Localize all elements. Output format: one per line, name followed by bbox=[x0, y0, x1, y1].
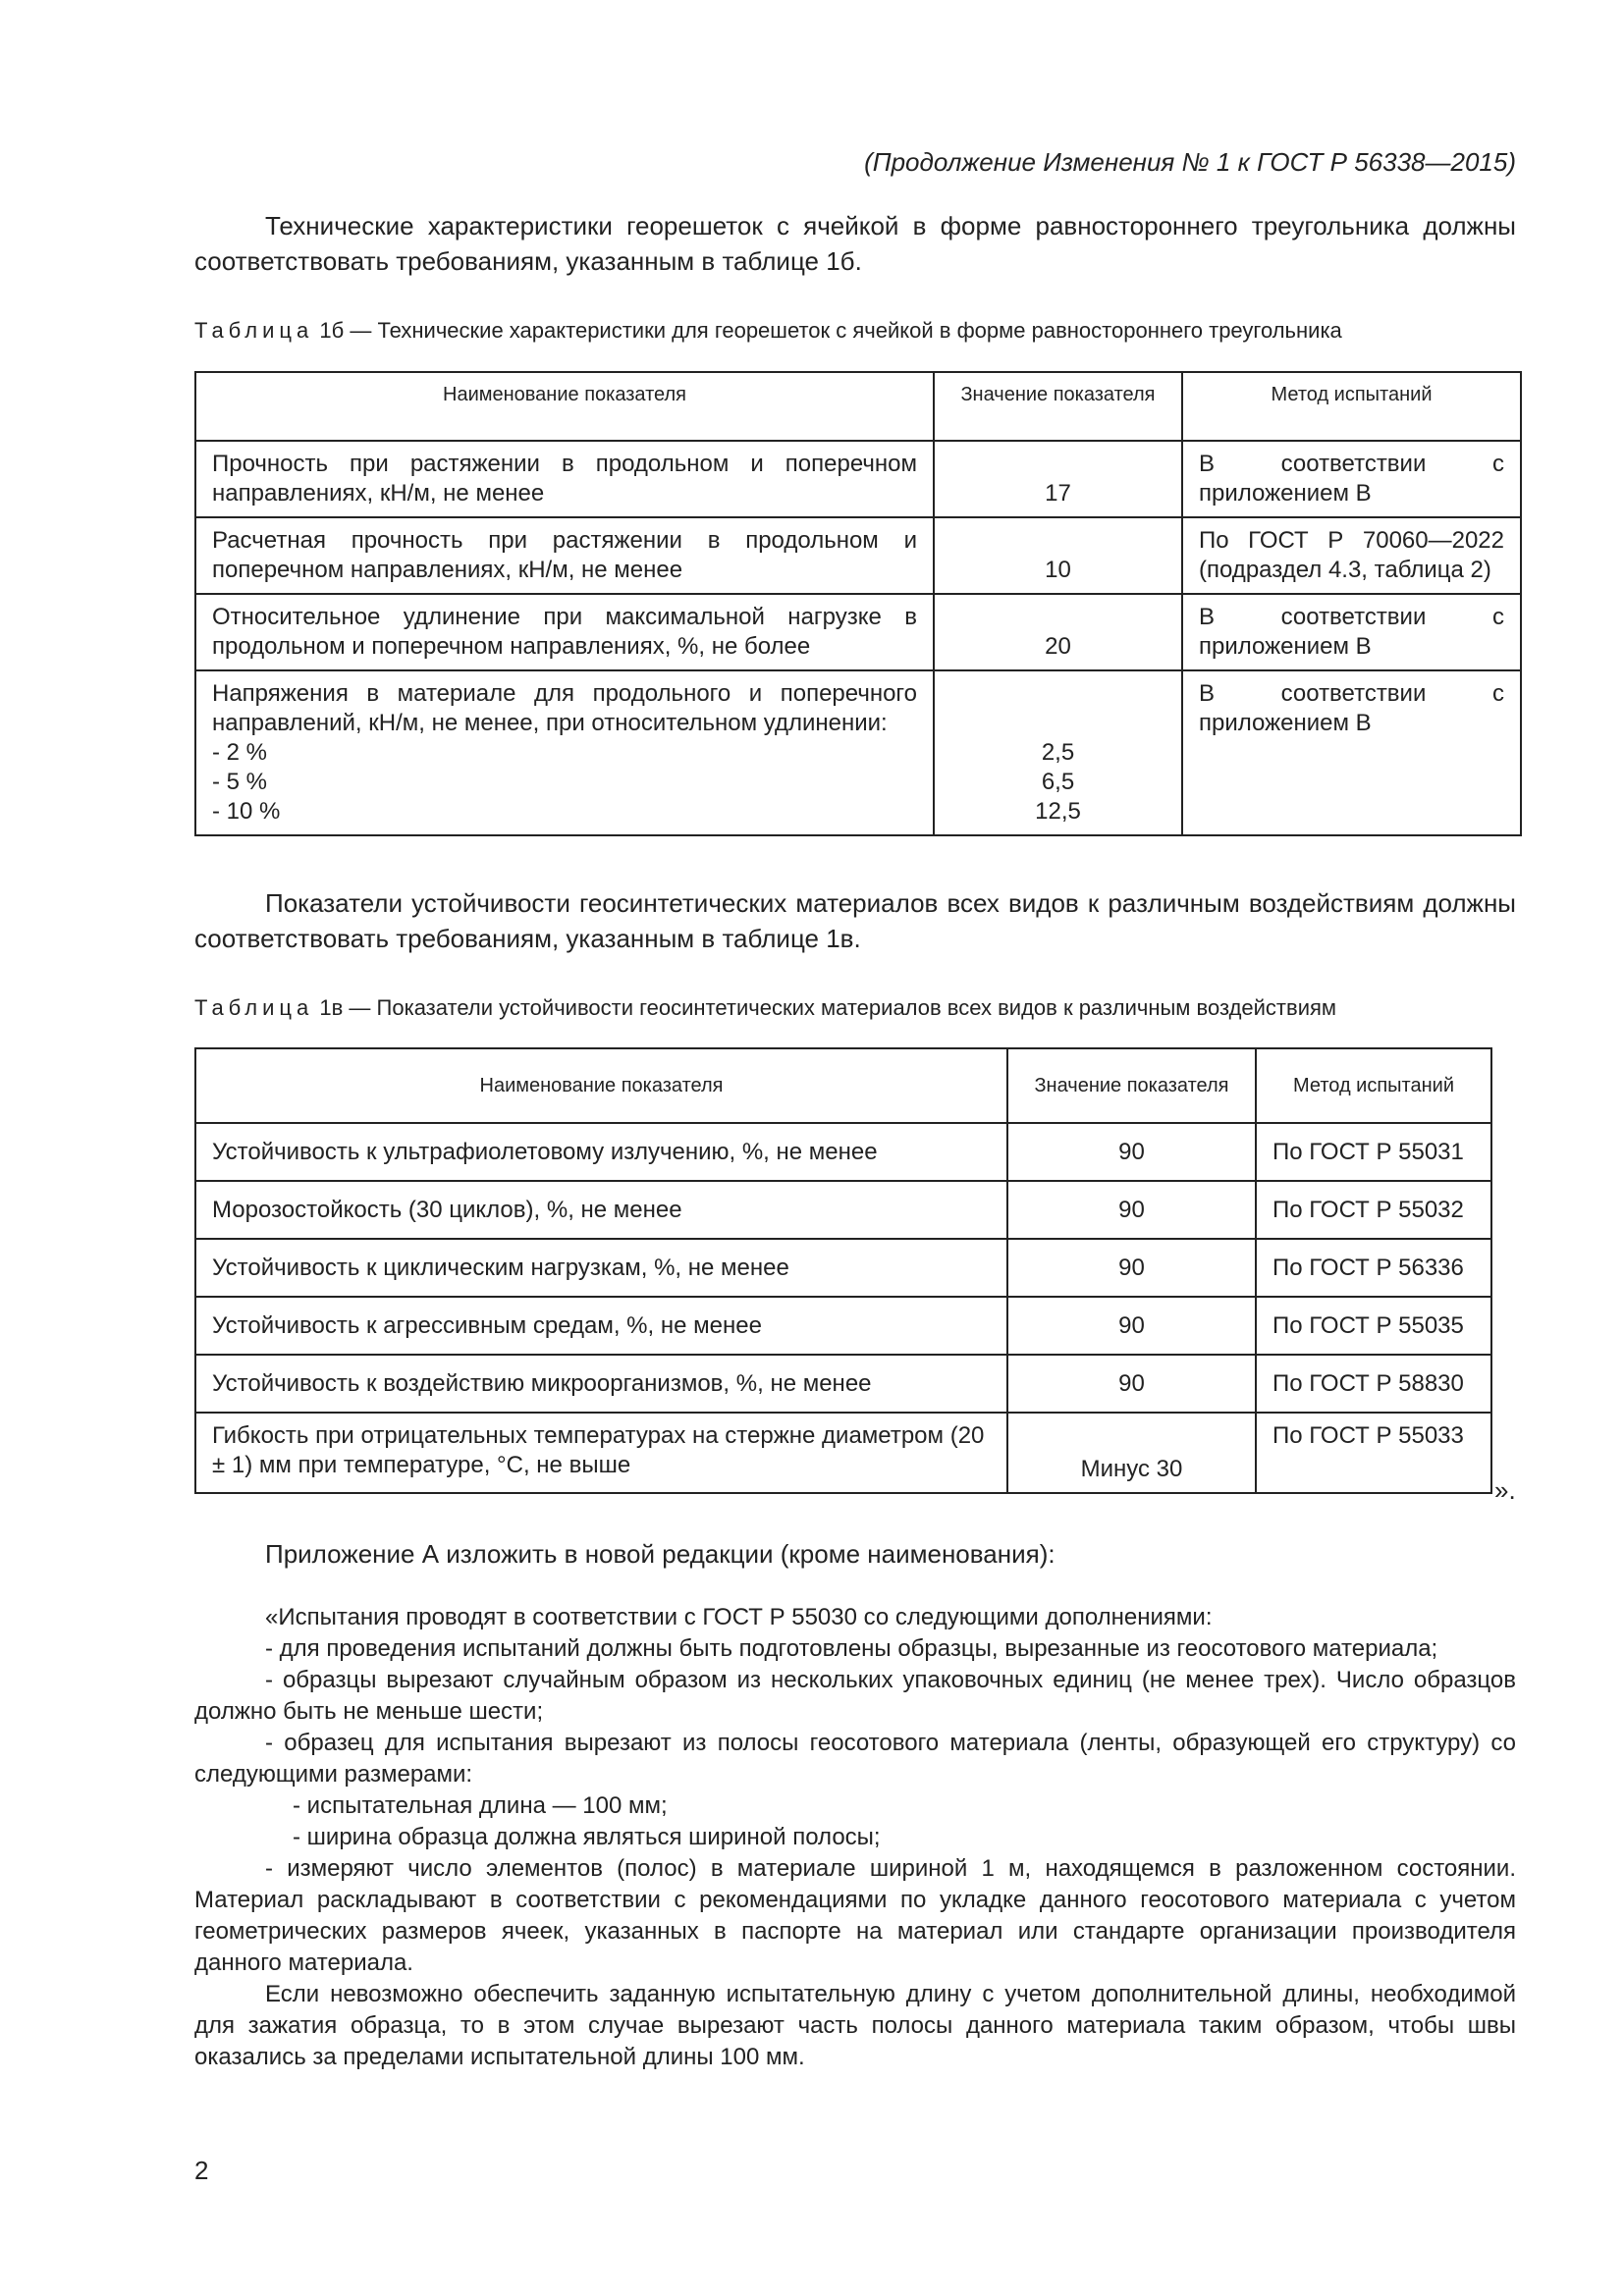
intro-paragraph-2: Показатели устойчивости геосинтетических материалов всех видов к различным воздействиям должны соответствовать требованиям, указанным в таблице 1в. bbox=[194, 888, 1516, 953]
appendix-intro: Приложение А изложить в новой редакции (кроме наименования): bbox=[265, 1539, 1056, 1569]
table-1v-row-6-name: Гибкость при отрицательных температурах на стержне диаметром (20 ± 1) мм при температуре, °С, не выше bbox=[195, 1413, 1007, 1493]
table-row bbox=[195, 1355, 1491, 1413]
table-1b-row-3-method: В соответствии с приложением В bbox=[1182, 594, 1521, 670]
table-1v-row-5-name: Устойчивость к воздействию микроорганизмов, %, не менее bbox=[195, 1355, 1007, 1413]
table-row bbox=[195, 517, 1521, 594]
table-1b-row-4-values bbox=[934, 670, 1182, 835]
table-1b-row-3-value: 20 bbox=[934, 594, 1182, 670]
table-1b-row-4-sub-1: - 2 % bbox=[212, 739, 268, 766]
table-1b-caption bbox=[194, 316, 1530, 346]
table-1b-row-4-value-1: 2,5 bbox=[1041, 739, 1075, 766]
table-1v-row-3-value: 90 bbox=[1007, 1239, 1256, 1297]
table-1b bbox=[194, 371, 1522, 836]
table-1v-header-method: Метод испытаний bbox=[1256, 1048, 1491, 1123]
table-1v-header-value: Значение показателя bbox=[1007, 1048, 1256, 1123]
table-1v-row-1-name: Устойчивость к ультрафиолетовому излучению, %, не менее bbox=[195, 1123, 1007, 1181]
table-1v-row-3-method: По ГОСТ Р 56336 bbox=[1256, 1239, 1491, 1297]
table-1v-row-1-method: По ГОСТ Р 55031 bbox=[1256, 1123, 1491, 1181]
table-1b-row-2-name: Расчетная прочность при растяжении в продольном и поперечном направлениях, кН/м, не менее bbox=[195, 517, 934, 594]
table-1v bbox=[194, 1047, 1492, 1494]
table-1b-header-name: Наименование показателя bbox=[195, 372, 934, 441]
appendix-text bbox=[194, 1602, 1516, 2073]
table-row bbox=[195, 1123, 1491, 1181]
table-1b-caption-text: 1б — Технические характеристики для георешеток с ячейкой в форме равностороннего треугольника bbox=[319, 318, 1342, 343]
table-1v-caption-label: Таблица bbox=[194, 995, 314, 1020]
table-1b-header-method: Метод испытаний bbox=[1182, 372, 1521, 441]
table-1b-row-4-sub-3: - 10 % bbox=[212, 798, 281, 825]
appendix-p4: - образец для испытания вырезают из полосы геосотового материала (ленты, образующей его структуру) со следующими размерами: bbox=[194, 1730, 1516, 1788]
appendix-p8: Если невозможно обеспечить заданную испытательную длину с учетом дополнительной длины, необходимой для зажатия образца, то в этом случае вырезают часть полосы данного материала таким образом, чтобы швы оказались за пределами испытательной длины 100 мм. bbox=[194, 1981, 1516, 2070]
appendix-p7: - измеряют число элементов (полос) в материале шириной 1 м, находящемся в разложенном состоянии. Материал раскладывают в соответствии с рекомендациями по укладке данного геосотового материала с учетом геометрических размеров ячеек, указанных в паспорте на материал или стандарте организации производителя данного материала. bbox=[194, 1855, 1516, 1976]
table-row bbox=[195, 1239, 1491, 1297]
table-1b-row-2-method: По ГОСТ Р 70060—2022 (подраздел 4.3, таблица 2) bbox=[1182, 517, 1521, 594]
table-row bbox=[195, 441, 1521, 517]
table-1v-row-3-name: Устойчивость к циклическим нагрузкам, %, не менее bbox=[195, 1239, 1007, 1297]
table-1v-row-6-method: По ГОСТ Р 55033 bbox=[1256, 1413, 1491, 1493]
table-1v-header-row bbox=[195, 1048, 1491, 1123]
table-1v-row-2-name: Морозостойкость (30 циклов), %, не менее bbox=[195, 1181, 1007, 1239]
table-1b-row-2-value: 10 bbox=[934, 517, 1182, 594]
page-number: 2 bbox=[194, 2156, 209, 2185]
table-1b-header-value: Значение показателя bbox=[934, 372, 1182, 441]
table-1b-row-4-sub-2: - 5 % bbox=[212, 769, 268, 795]
table-1v-caption bbox=[194, 993, 1530, 1023]
table-1v-row-4-method: По ГОСТ Р 55035 bbox=[1256, 1297, 1491, 1355]
table-1b-header-row bbox=[195, 372, 1521, 441]
table-1b-row-4-name bbox=[195, 670, 934, 835]
running-header: (Продолжение Изменения № 1 к ГОСТ Р 56338—2015) bbox=[864, 147, 1516, 177]
table-1b-row-4-name-text: Напряжения в материале для продольного и поперечного направлений, кН/м, не менее, при относительном удлинении: bbox=[212, 680, 917, 736]
table-row bbox=[195, 1297, 1491, 1355]
table-1b-row-4-method: В соответствии с приложением В bbox=[1182, 670, 1521, 835]
appendix-p2: - для проведения испытаний должны быть подготовлены образцы, вырезанные из геосотового материала; bbox=[265, 1635, 1438, 1662]
appendix-p3: - образцы вырезают случайным образом из нескольких упаковочных единиц (не менее трех). Число образцов должно быть не меньше шести; bbox=[194, 1667, 1516, 1725]
table-1b-row-4-value-3: 12,5 bbox=[1035, 798, 1081, 825]
table-row bbox=[195, 594, 1521, 670]
appendix-p1: «Испытания проводят в соответствии с ГОСТ Р 55030 со следующими дополнениями: bbox=[265, 1604, 1213, 1630]
table-1b-row-1-method: В соответствии с приложением В bbox=[1182, 441, 1521, 517]
table-1v-row-6-value: Минус 30 bbox=[1007, 1413, 1256, 1493]
table-1v-row-4-name: Устойчивость к агрессивным средам, %, не менее bbox=[195, 1297, 1007, 1355]
table-1b-row-1-value: 17 bbox=[934, 441, 1182, 517]
appendix-p6: - ширина образца должна являться шириной полосы; bbox=[293, 1824, 881, 1850]
table-1v-row-2-value: 90 bbox=[1007, 1181, 1256, 1239]
table-1v-row-5-method: По ГОСТ Р 58830 bbox=[1256, 1355, 1491, 1413]
table-1b-row-1-name: Прочность при растяжении в продольном и поперечном направлениях, кН/м, не менее bbox=[195, 441, 934, 517]
table-1v-caption-text: 1в — Показатели устойчивости геосинтетических материалов всех видов к различным воздействиям bbox=[319, 995, 1337, 1020]
table-row bbox=[195, 1181, 1491, 1239]
appendix-p5: - испытательная длина — 100 мм; bbox=[293, 1792, 668, 1819]
table-1v-row-4-value: 90 bbox=[1007, 1297, 1256, 1355]
intro-paragraph-1: Технические характеристики георешеток с ячейкой в форме равностороннего треугольника должны соответствовать требованиям, указанным в таблице 1б. bbox=[194, 211, 1516, 276]
table-row bbox=[195, 670, 1521, 835]
table-1v-header-name: Наименование показателя bbox=[195, 1048, 1007, 1123]
table-1v-row-1-value: 90 bbox=[1007, 1123, 1256, 1181]
table-1b-caption-label: Таблица bbox=[194, 318, 314, 343]
table-1v-row-2-method: По ГОСТ Р 55032 bbox=[1256, 1181, 1491, 1239]
table-1v-row-5-value: 90 bbox=[1007, 1355, 1256, 1413]
closing-quote-mark: ». bbox=[1494, 1475, 1516, 1505]
table-1b-row-4-value-2: 6,5 bbox=[1041, 769, 1075, 795]
table-1b-row-3-name: Относительное удлинение при максимальной нагрузке в продольном и поперечном направлениях, %, не более bbox=[195, 594, 934, 670]
table-row bbox=[195, 1413, 1491, 1493]
